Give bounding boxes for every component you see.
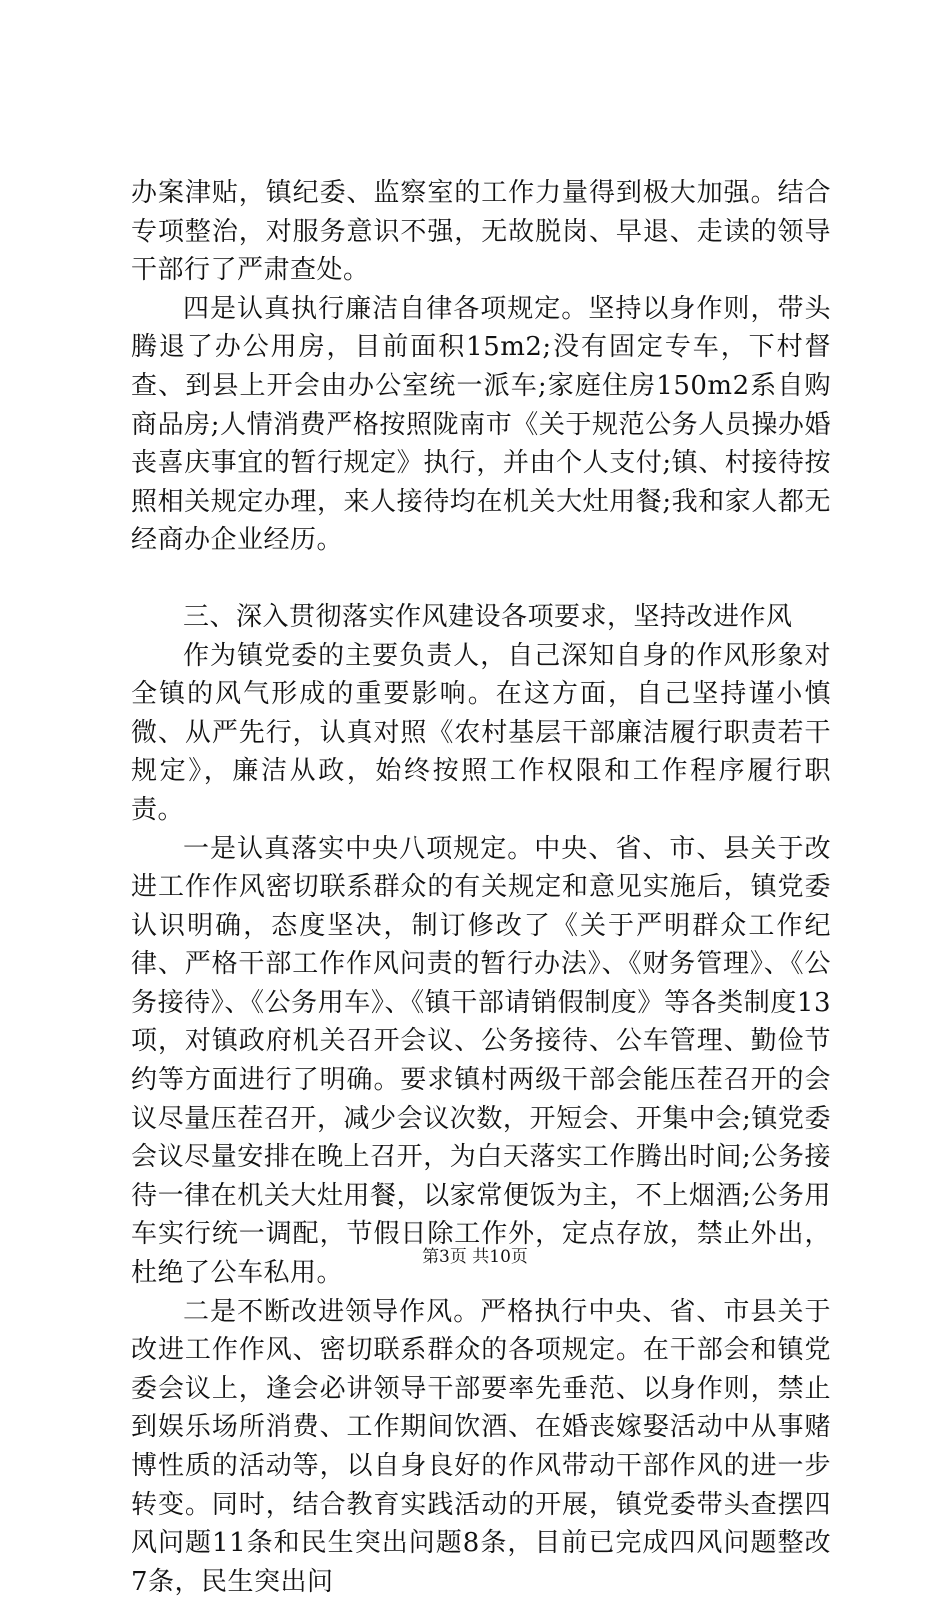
document-body (131, 174, 831, 1601)
section-spacer (131, 560, 831, 598)
paragraph-leadership-style: 二是不断改进领导作风。严格执行中央、省、市县关于改进工作作风、密切联系群众的各项规定。在干部会和镇党委会议上，逢会必讲领导干部要率先垂范、以身作则，禁止到娱乐场所消费、工作期间饮酒、在婚丧嫁娶活动中从事赌博性质的活动等，以自身良好的作风带动干部作风的进一步转变。同时，结合教育实践活动的开展，镇党委带头查摆四风问题11条和民生突出问题8条，目前已完成四风问题整改7条，民生突出问 (131, 1296, 831, 1597)
paragraph-eight-rules: 一是认真落实中央八项规定。中央、省、市、县关于改进工作作风密切联系群众的有关规定和意见实施后，镇党委认识明确，态度坚决，制订修改了《关于严明群众工作纪律、严格干部工作作风问责的暂行办法》、《财务管理》、《公务接待》、《公务用车》、《镇干部请销假制度》等各类制度13项，对镇政府机关召开会议、公务接待、公车管理、勤俭节约等方面进行了明确。要求镇村两级干部会能压茬召开的会议尽量压茬召开，减少会议次数，开短会、开集中会;镇党委会议尽量安排在晚上召开，为白天落实工作腾出时间;公务接待一律在机关大灶用餐，以家常便饭为主，不上烟酒;公务用车实行统一调配，节假日除工作外，定点存放，禁止外出，杜绝了公车私用。 (131, 833, 831, 1289)
page-number-footer: 第3页 共10页 (422, 1247, 528, 1267)
paragraph-intro: 作为镇党委的主要负责人，自己深知自身的作风形象对全镇的风气形成的重要影响。在这方面，自己坚持谨小慎微、从严先行，认真对照《农村基层干部廉洁履行职责若干规定》，廉洁从政，始终按照工作权限和工作程序履行职责。 (131, 640, 831, 825)
paragraph-continuation: 办案津贴，镇纪委、监察室的工作力量得到极大加强。结合专项整治，对服务意识不强，无故脱岗、早退、走读的领导干部行了严肃查处。 (131, 178, 831, 286)
section-heading: 三、深入贯彻落实作风建设各项要求，坚持改进作风 (183, 601, 793, 632)
paragraph-self-discipline: 四是认真执行廉洁自律各项规定。坚持以身作则，带头腾退了办公用房，目前面积15m2;没有固定专车，下村督查、到县上开会由办公室统一派车;家庭住房150m2系自购商品房;人情消费严格按照陇南市《关于规范公务人员操办婚丧喜庆事宜的暂行规定》执行，并由个人支付;镇、村接待按照相关规定办理，来人接待均在机关大灶用餐;我和家人都无经商办企业经历。 (131, 293, 831, 556)
